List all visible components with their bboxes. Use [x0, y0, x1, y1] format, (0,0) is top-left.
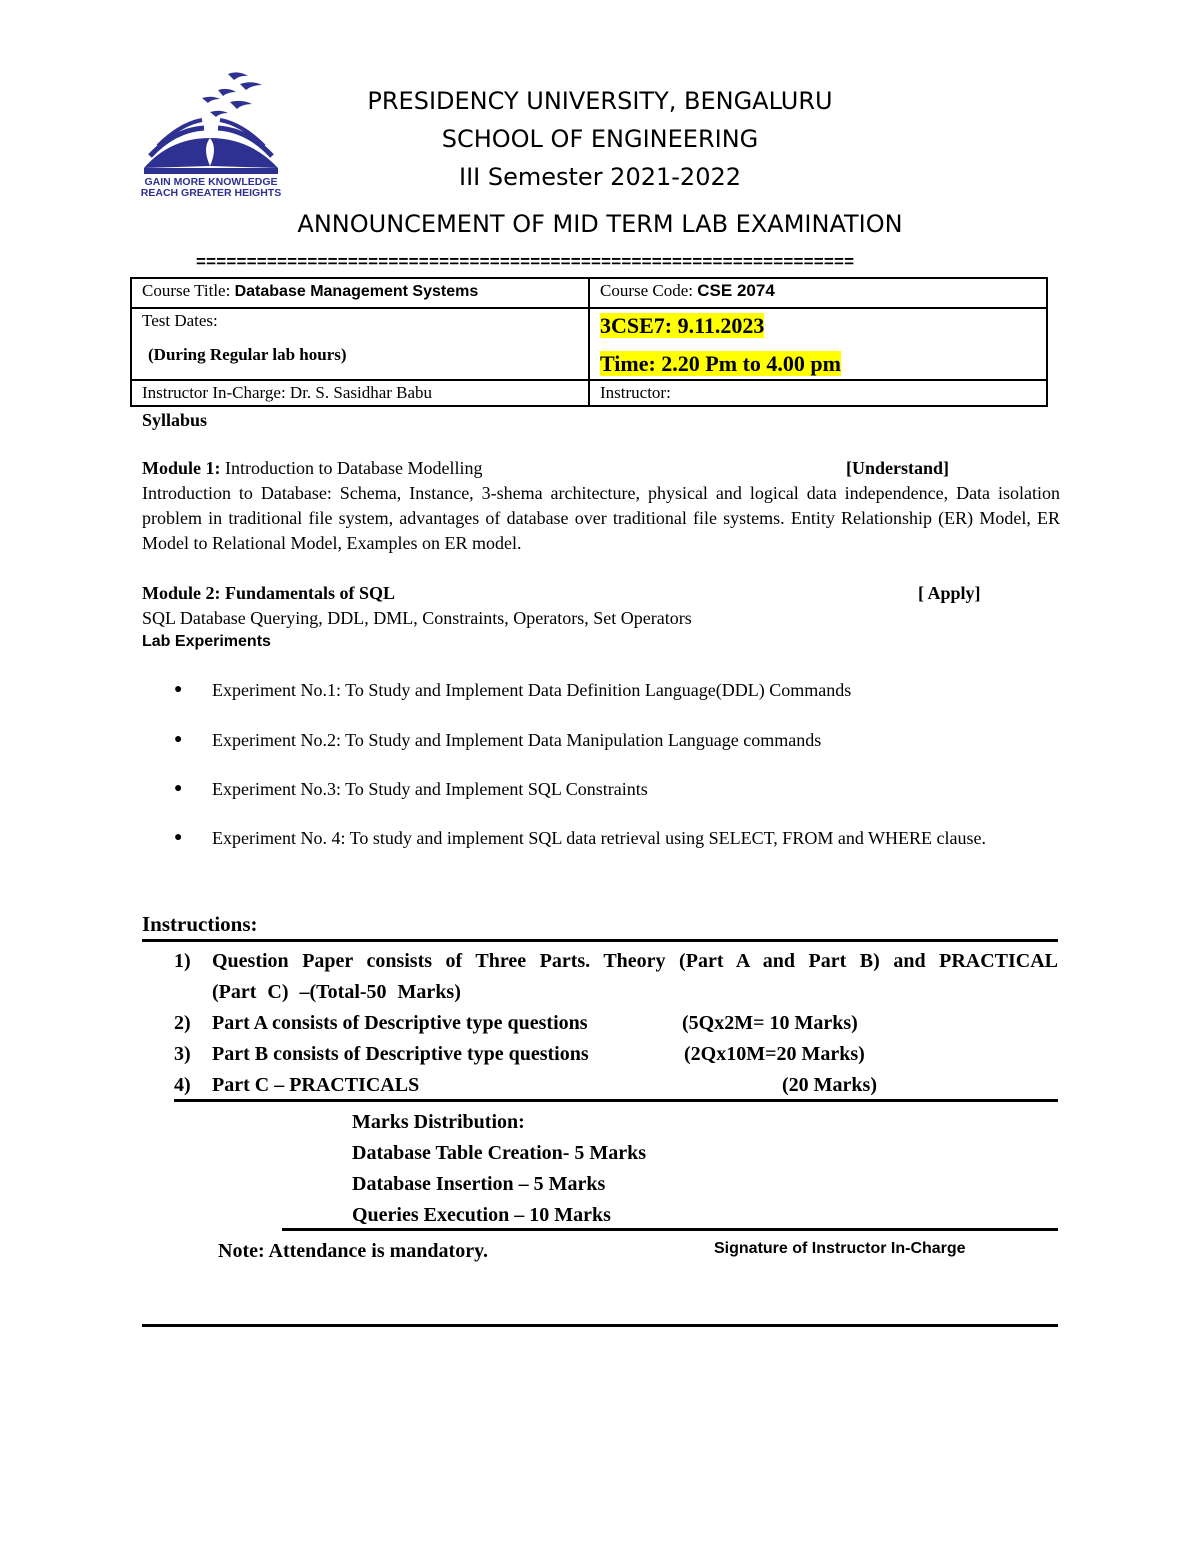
module-1-heading — [142, 456, 1060, 481]
school-name: SCHOOL OF ENGINEERING — [441, 125, 759, 153]
course-title-value: Database Management Systems — [234, 283, 479, 300]
experiment-item-1: ● Experiment No.1: To Study and Implement Data Definition Language(DDL) Commands — [174, 671, 1060, 709]
instructions-heading: Instructions: — [142, 912, 258, 936]
signature-label: Signature of Instructor In-Charge — [714, 1240, 966, 1257]
module-1-body: Introduction to Database: Schema, Instance, 3-shema architecture, physical and logical data independence, Data isolation problem in traditional file system, advantages of database over traditional file systems. Entity Relationship (ER) Model, ER Model to Relational Model, Examples on ER model. — [142, 483, 1060, 553]
bullet-icon: ● — [174, 830, 183, 845]
instruction-item-1: 1) Question Paper consists of Three Parts. Theory (Part A and Part B) and PRACTICAL (Part C) –(Total-50 Marks) — [174, 950, 1058, 1003]
attendance-note: Note: Attendance is mandatory. — [218, 1240, 488, 1262]
test-time-value: Time: 2.20 Pm to 4.00 pm — [600, 351, 841, 376]
semester: III Semester 2021-2022 — [459, 163, 741, 191]
logo-tagline-1: GAIN MORE KNOWLEDGE — [144, 176, 278, 188]
course-code-value: CSE 2074 — [697, 281, 775, 300]
instructor-incharge-cell: Instructor In-Charge: Dr. S. Sasidhar Babu — [131, 380, 589, 406]
test-dates-cell — [131, 308, 589, 380]
bullet-icon: ● — [174, 682, 183, 697]
syllabus-heading: Syllabus — [142, 410, 208, 430]
experiment-item-2: ● Experiment No.2: To Study and Implement Data Manipulation Language commands — [174, 721, 1060, 759]
course-info-table — [130, 277, 1048, 407]
bullet-icon: ● — [174, 781, 183, 796]
marks-distribution-item: Database Table Creation- 5 Marks — [352, 1142, 647, 1164]
marks-distribution-rule — [282, 1228, 1058, 1231]
test-dates-label: Test Dates: — [142, 311, 218, 330]
university-name: PRESIDENCY UNIVERSITY, BENGALURU — [367, 87, 833, 115]
marks-distribution-heading: Marks Distribution: — [352, 1111, 525, 1133]
page-bottom-rule — [142, 1324, 1058, 1327]
experiment-item-4: ● Experiment No. 4: To study and implement SQL data retrieval using SELECT, FROM and WHERE clause. — [174, 819, 1060, 857]
module-1-level: [Understand] — [846, 458, 950, 478]
announcement-title: ANNOUNCEMENT OF MID TERM LAB EXAMINATION — [297, 210, 903, 238]
test-schedule-cell — [589, 308, 1047, 380]
marks-distribution-item: Database Insertion – 5 Marks — [352, 1173, 606, 1195]
test-date-value: 3CSE7: 9.11.2023 — [600, 313, 765, 338]
test-dates-note: (During Regular lab hours) — [148, 345, 347, 364]
module-2-heading — [142, 581, 1060, 606]
logo-tagline-2: REACH GREATER HEIGHTS — [140, 187, 282, 198]
instructor-cell: Instructor: — [589, 380, 1047, 406]
marks-distribution-item: Queries Execution – 10 Marks — [352, 1204, 611, 1226]
course-title-label: Course Title: — [142, 281, 235, 300]
course-code-label: Course Code: — [600, 281, 698, 300]
module-1-label: Module 1: — [142, 458, 221, 478]
module-2-body: SQL Database Querying, DDL, DML, Constraints, Operators, Set Operators — [142, 608, 692, 628]
instructions-bottom-rule — [174, 1099, 1058, 1102]
module-2-title: Module 2: Fundamentals of SQL — [142, 583, 396, 603]
course-code-cell — [589, 278, 1047, 308]
module-2-level: [ Apply] — [918, 583, 981, 603]
bullet-icon: ● — [174, 732, 183, 747]
module-1-title: Introduction to Database Modelling — [220, 458, 483, 478]
separator-line: ================================================================= — [196, 252, 855, 271]
lab-experiments-heading: Lab Experiments — [142, 633, 271, 650]
instructions-top-rule — [142, 939, 1058, 942]
course-title-cell — [131, 278, 589, 308]
experiment-item-3: ● Experiment No.3: To Study and Implement SQL Constraints — [174, 770, 1060, 808]
